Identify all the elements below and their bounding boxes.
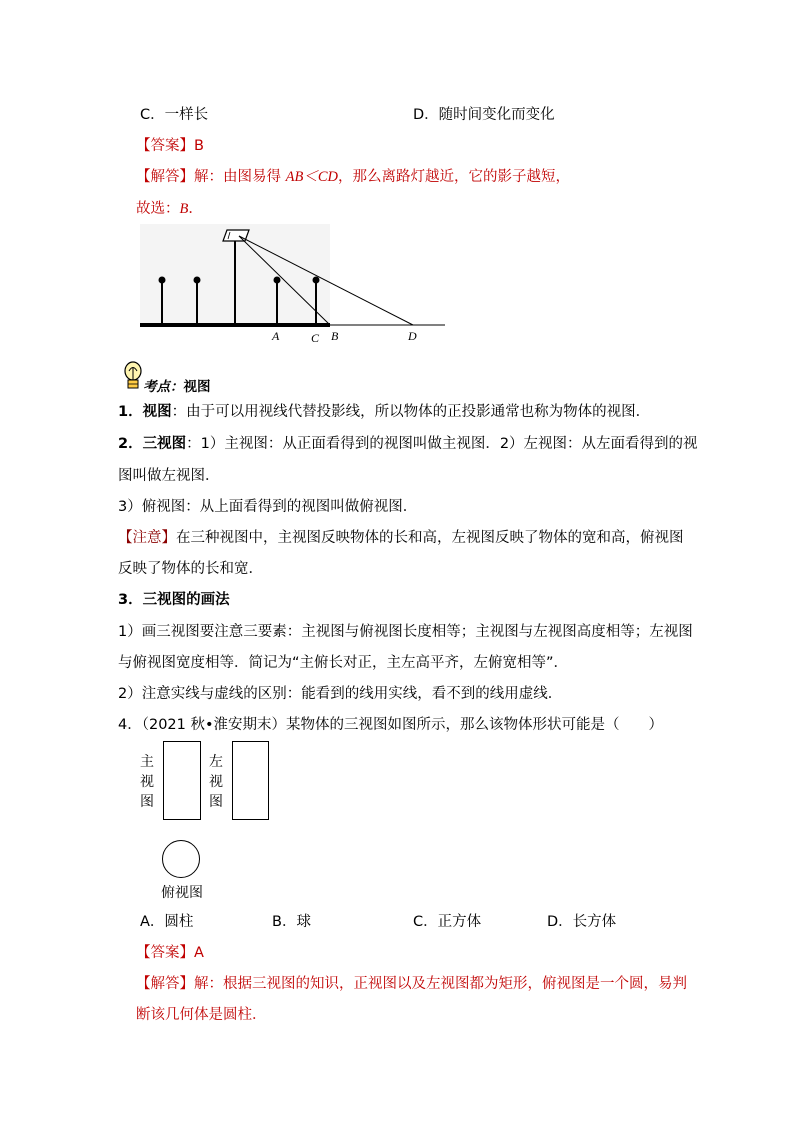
note-cont: 反映了物体的长和宽． <box>118 561 263 577</box>
answer-tag: 【答案】 <box>136 138 194 154</box>
q4-answer <box>136 941 204 962</box>
q3-answer <box>136 134 204 155</box>
point-2-text: ：1）主视图：从正面看得到的视图叫做主视图．2）左视图：从左面看得到的视 <box>186 436 698 452</box>
pole-c-top <box>313 277 320 284</box>
left-view-label: 左视图 <box>209 754 223 810</box>
choose-value: B <box>179 201 189 217</box>
label-a: A <box>272 329 280 343</box>
pole-1-top <box>159 277 166 284</box>
q4-answer-value: A <box>194 945 204 961</box>
kaodian-heading <box>143 375 211 395</box>
rule-2: 2）注意实线与虚线的区别：能看到的线用实线，看不到的线用虚线． <box>118 686 563 702</box>
pole-a-top <box>274 277 281 284</box>
q4-solution <box>136 972 687 993</box>
solution-prefix: 解：由图易得 <box>194 169 286 185</box>
left-view-rect <box>232 741 269 820</box>
option-d: D．随时间变化而变化 <box>413 107 555 123</box>
pole-2-top <box>194 277 201 284</box>
point-3-term: 三视图的画法 <box>142 592 230 608</box>
point-2 <box>118 432 698 453</box>
point-1-term: 视图 <box>142 404 172 420</box>
option-c: C．一样长 <box>140 107 209 123</box>
point-3 <box>118 588 230 609</box>
lightbulb-icon <box>122 360 144 392</box>
note <box>118 526 684 547</box>
point-1-text: ：由于可以用视线代替投影线，所以物体的正投影通常也称为物体的视图． <box>171 404 651 420</box>
point-2-cont: 图叫做左视图． <box>118 468 220 484</box>
point-1 <box>118 400 650 421</box>
label-c: C <box>311 331 320 345</box>
front-view-rect <box>163 741 201 820</box>
q4-solution-line1: 解：根据三视图的知识，正视图以及左视图都为矩形，俯视图是一个圆，易判 <box>194 976 687 992</box>
q4-solution-tag: 【解答】 <box>136 976 194 992</box>
point-3-num: 3． <box>118 592 143 608</box>
note-tag: 【注意】 <box>118 530 176 546</box>
choose-prefix: 故选： <box>136 201 180 217</box>
top-view-label: 俯视图 <box>161 885 203 901</box>
label-d: D <box>408 329 417 343</box>
note-text: 在三种视图中，主视图反映物体的长和高，左视图反映了物体的宽和高，俯视图 <box>176 530 684 546</box>
q3-solution <box>136 165 570 186</box>
q4-option-c: C．正方体 <box>413 914 482 930</box>
rule-1-cont: 与俯视图宽度相等．简记为“主俯长对正，主左高平齐，左俯宽相等”． <box>118 655 569 671</box>
q4-solution-line2: 断该几何体是圆柱． <box>136 1007 267 1023</box>
q4-answer-tag: 【答案】 <box>136 945 194 961</box>
solution-suffix: ，那么离路灯越近，它的影子越短， <box>337 169 570 185</box>
q3-choose <box>136 197 203 218</box>
front-view-label: 主视图 <box>140 754 154 810</box>
rule-1: 1）画三视图要注意三要素：主视图与俯视图长度相等；主视图与左视图高度相等；左视图 <box>118 624 693 640</box>
point-1-num: 1． <box>118 404 143 420</box>
answer-value: B <box>194 138 204 154</box>
top-view-circle <box>162 840 200 878</box>
point-2-num: 2． <box>118 436 143 452</box>
kaodian-topic: 视图 <box>183 379 211 395</box>
solution-tag: 【解答】 <box>136 169 194 185</box>
choose-end: ． <box>188 201 203 217</box>
point-2-line3: 3）俯视图：从上面看得到的视图叫做俯视图． <box>118 499 418 515</box>
point-2-term: 三视图 <box>142 436 187 452</box>
q4-stem: 4．（2021 秋•淮安期末）某物体的三视图如图所示，那么该物体形状可能是（ ） <box>118 717 664 733</box>
q4-option-b: B．球 <box>272 914 311 930</box>
q4-option-d: D．长方体 <box>547 914 617 930</box>
solution-expr: AB＜CD <box>285 169 338 185</box>
q4-option-a: A．圆柱 <box>140 914 194 930</box>
kaodian-label: 考点： <box>143 379 184 395</box>
label-b: B <box>331 329 339 343</box>
lamp-shadow-figure <box>135 224 455 349</box>
